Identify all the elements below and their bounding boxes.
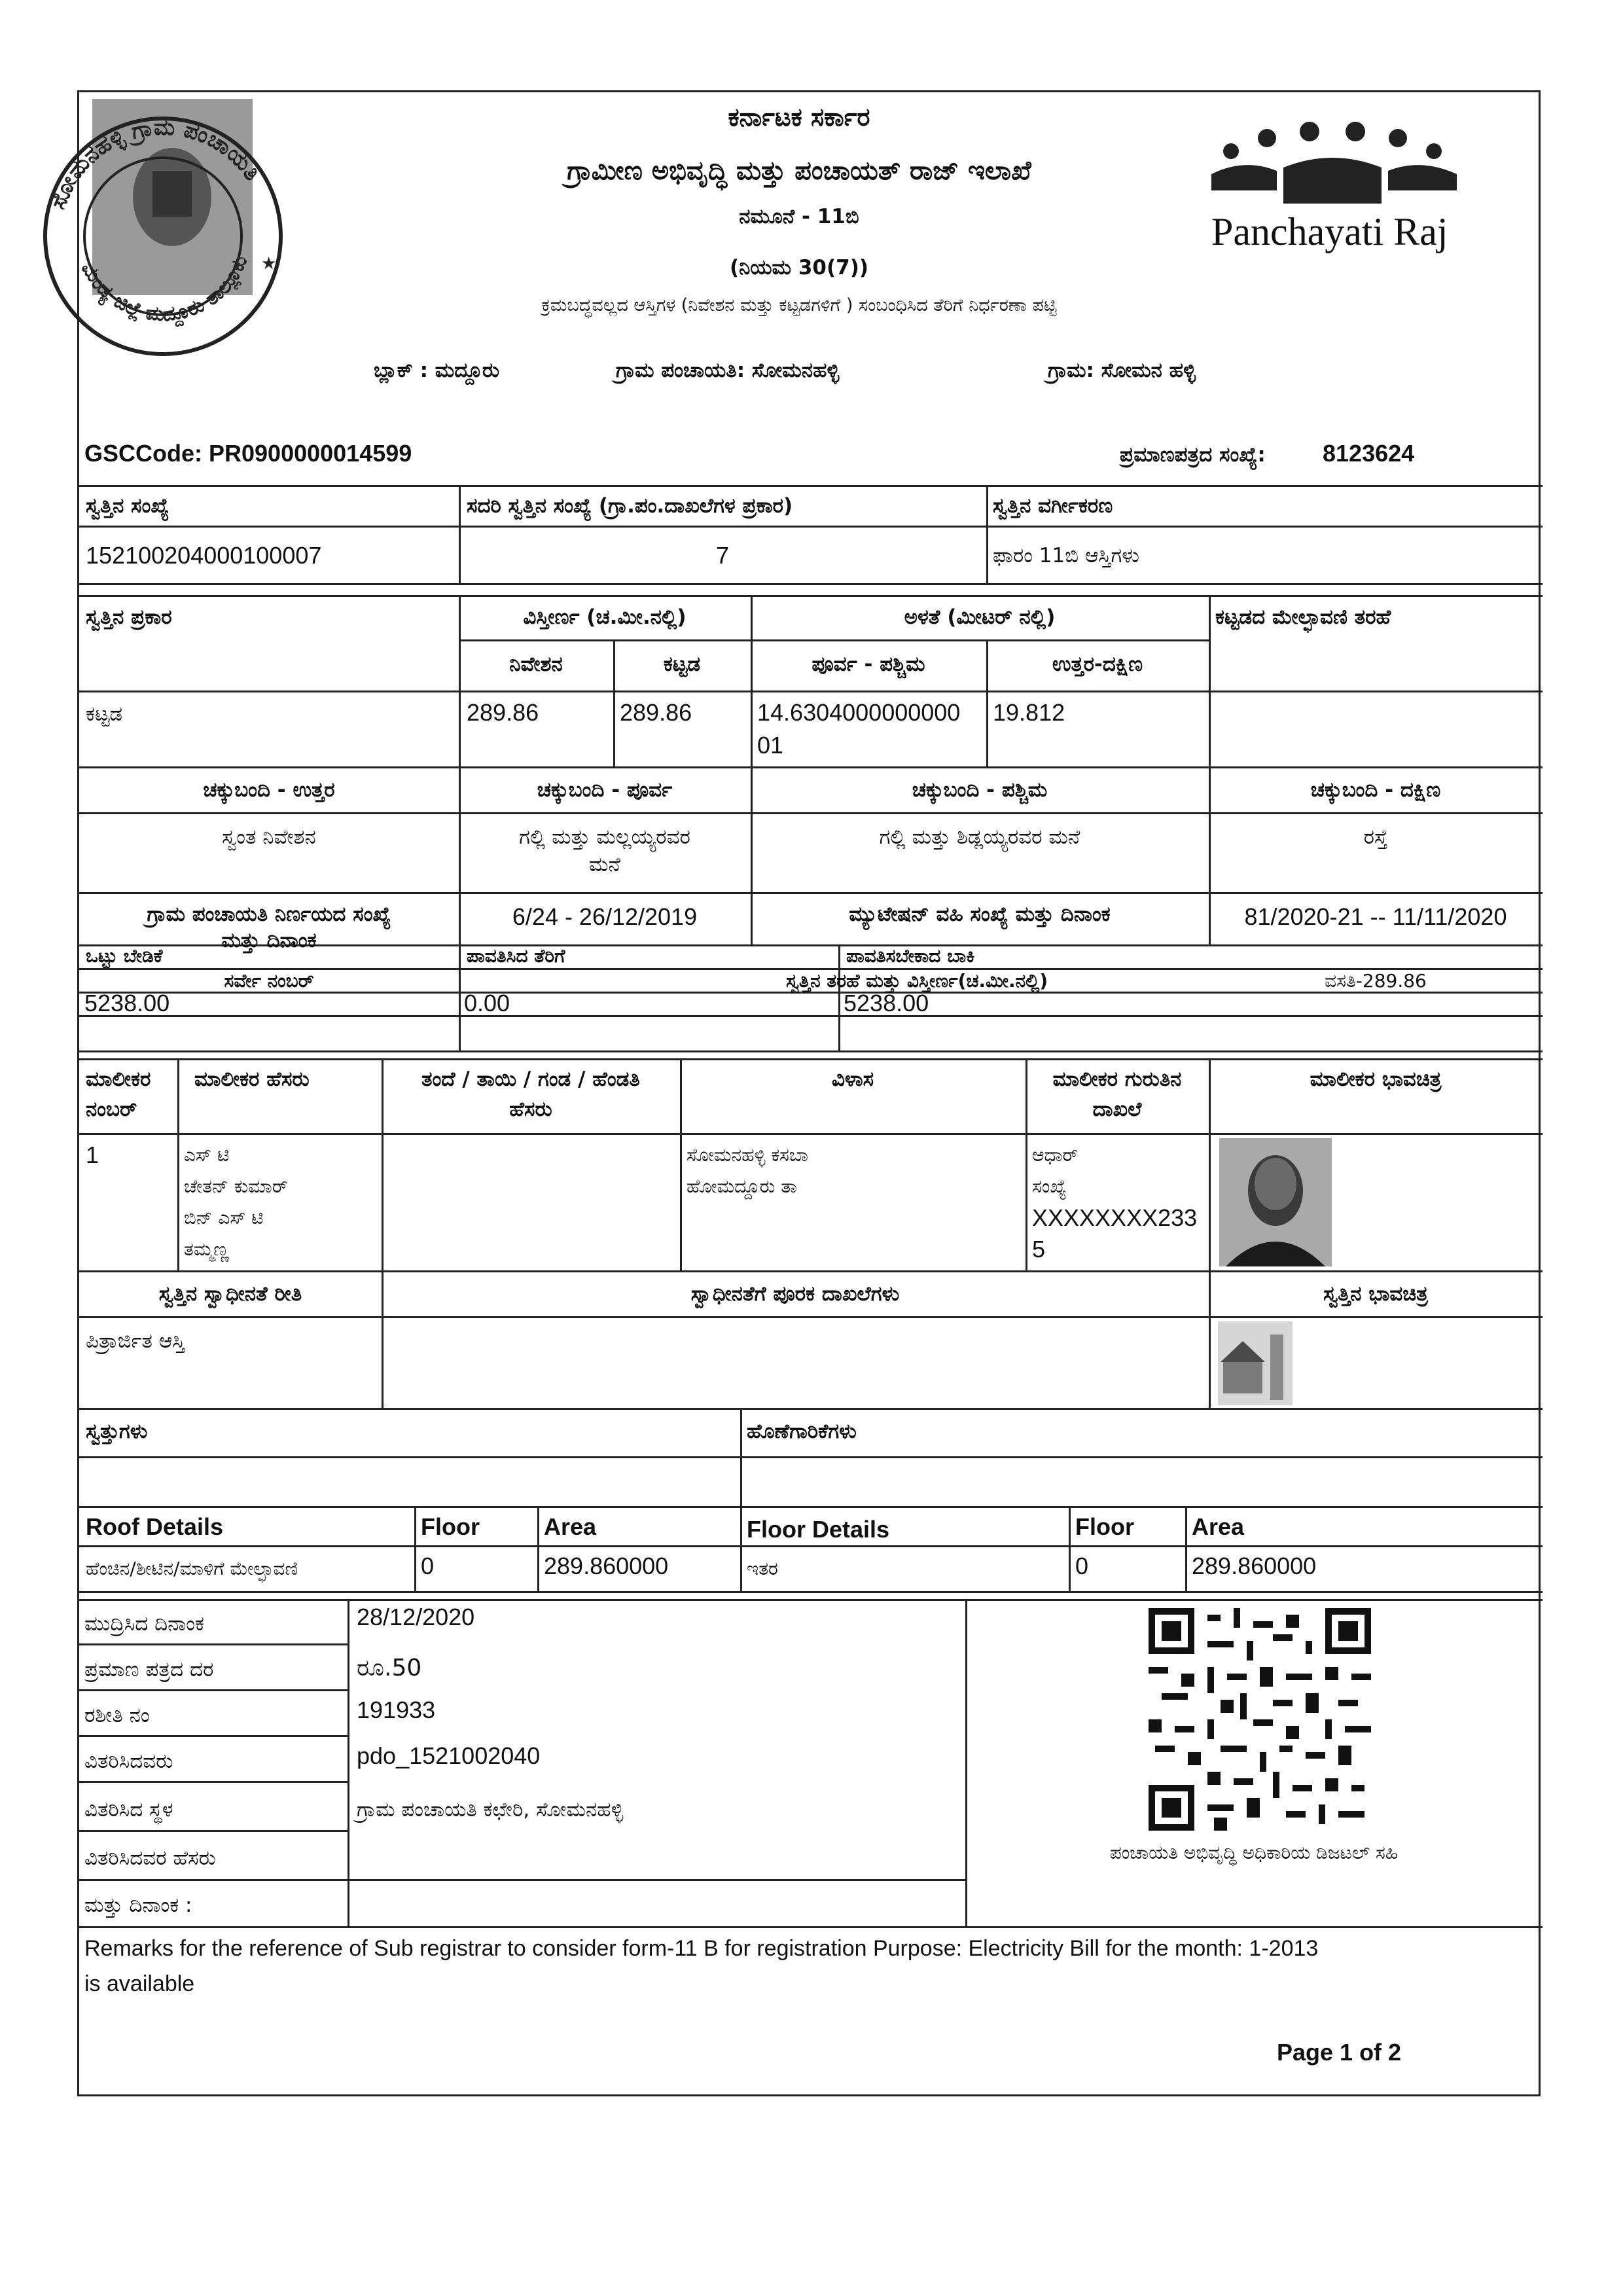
building-area: 289.86 [620, 699, 692, 726]
issuer: pdo_1521002040 [357, 1742, 541, 1769]
qr-code [1149, 1608, 1371, 1831]
owner-no: 1 [86, 1141, 99, 1168]
page-number: Page 1 of 2 [1277, 2039, 1402, 2066]
east-west-1: 14.6304000000000 [757, 699, 961, 726]
h-due: ಪಾವತಿಸಬೇಕಾದ ಬಾಕಿ [846, 945, 975, 967]
h-building: ಕಟ್ಟಡ [663, 653, 701, 676]
h-land-type: ಸ್ವತ್ತಿನ ತರಹೆ ಮತ್ತು ವಿಸ್ತೀರ್ಣ(ಚ.ಮೀ.ನಲ್ಲಿ) [786, 970, 1048, 992]
h-relation: ತಂದೆ / ತಾಯಿ / ಗಂಡ / ಹೆಂಡತಿ [421, 1067, 640, 1091]
id-proof-1: ಆಧಾರ್ [1032, 1144, 1079, 1166]
print-date: 28/12/2020 [357, 1604, 475, 1630]
cert-number: 8123624 [1323, 440, 1415, 467]
north-south: 19.812 [993, 699, 1065, 726]
block-label: ಬ್ಲಾಕ್ : ಮದ್ದೂರು [374, 359, 500, 382]
property-photo [1218, 1321, 1293, 1405]
owner-name-3: ಬಿನ್ ಎಸ್ ಟಿ [184, 1207, 264, 1229]
village-label: ಗ್ರಾಮ: ಸೋಮನ ಹಳ್ಳಿ [1048, 359, 1196, 382]
h-site: ನಿವೇಶನ [509, 653, 563, 676]
h-assets: ಸ್ವತ್ತುಗಳು [86, 1420, 148, 1443]
roof-type: ಹೆಂಚಿನ/ಶೀಟಿನ/ಮಾಳಿಗೆ ಮೇಲ್ಛಾವಣಿ [86, 1558, 298, 1579]
l-fee: ಪ್ರಮಾಣ ಪತ್ರದ ದರ [84, 1658, 214, 1681]
gp-label: ಗ್ರಾಮ ಪಂಚಾಯತಿ: ಸೋಮನಹಳ್ಳಿ [616, 359, 840, 382]
h-floor-floor: Floor [1075, 1513, 1134, 1540]
h-address: ವಿಳಾಸ [831, 1067, 874, 1091]
h-roof-floor: Floor [421, 1513, 480, 1540]
h-floor-details: Floor Details [747, 1516, 890, 1543]
h-roof-area: Area [544, 1513, 597, 1540]
id-proof-4: 5 [1032, 1236, 1046, 1263]
h-old-id: ಸದರಿ ಸ್ವತ್ತಿನ ಸಂಖ್ಯೆ (ಗ್ರಾ.ಪಂ.ದಾಖಲೆಗಳ ಪ್ರಕಾರ) [467, 494, 793, 518]
department-title: ಗ್ರಾಮೀಣ ಅಭಿವೃದ್ಧಿ ಮತ್ತು ಪಂಚಾಯತ್ ರಾಜ್ ಇಲಾಖೆ [567, 156, 1031, 186]
official-seal-stamp [32, 105, 294, 367]
acquisition-mode: ಪಿತ್ರಾರ್ಜಿತ ಆಸ್ತಿ [86, 1329, 185, 1353]
seal-text-bottom: ಮಂಡ್ಯ ಜಿಲ್ಲೆ ಮದ್ದೂರು ತಾಲ್ಲೂಕು [76, 252, 253, 327]
h-area: ವಿಸ್ತೀರ್ಣ (ಚ.ಮೀ.ನಲ್ಲಿ) [523, 605, 687, 629]
h-east-west: ಪೂರ್ವ - ಪಶ್ಚಿಮ [812, 653, 925, 676]
h-acquisition-docs: ಸ್ವಾಧೀನತೆಗೆ ಪೂರಕ ದಾಖಲೆಗಳು [690, 1282, 900, 1306]
h-boundary-north: ಚಕ್ಕುಬಂದಿ - ಉತ್ತರ [203, 778, 335, 802]
cert-label: ಪ್ರಮಾಣಪತ್ರದ ಸಂಖ್ಯೆ: [1120, 443, 1266, 467]
form-11b-sheet [45, 90, 1541, 2096]
form-number: ನಮೂನೆ - 11ಬಿ [739, 205, 859, 228]
boundary-west: ಗಲ್ಲಿ ಮತ್ತು ಶಿಡ್ಲಯ್ಯರವರ ಮನೆ [879, 825, 1080, 849]
h-classification: ಸ್ವತ್ತಿನ ವರ್ಗೀಕರಣ [993, 494, 1113, 518]
h-property-type: ಸ್ವತ್ತಿನ ಪ್ರಕಾರ [86, 605, 172, 629]
seal-text-top: ಸೋಮನಹಳ್ಳಿ ಗ್ರಾಮ ಪಂಚಾಯತಿ [45, 114, 266, 213]
floor-type: ಇತರ [747, 1558, 778, 1579]
boundary-north: ಸ್ವಂತ ನಿವೇಶನ [222, 825, 316, 849]
l-issuer-name: ವಿತರಿಸಿದವರ ಹೆಸರು [84, 1846, 216, 1870]
gsc-code: GSCCode: PR0900000014599 [84, 440, 412, 467]
floor-floor: 0 [1075, 1552, 1089, 1579]
h-property-photo: ಸ್ವತ್ತಿನ ಭಾವಚಿತ್ರ [1323, 1282, 1428, 1306]
old-property-id: 7 [715, 542, 730, 569]
h-roof-details: Roof Details [86, 1513, 224, 1540]
h-id-proof-2: ದಾಖಲೆ [1092, 1098, 1142, 1121]
h-liabilities: ಹೊಣೆಗಾರಿಕೆಗಳು [747, 1420, 857, 1443]
h-owner-no-2: ನಂಬರ್ [86, 1098, 137, 1121]
boundary-east-2: ಮನೆ [589, 853, 620, 876]
h-id-proof: ಮಾಲೀಕರ ಗುರುತಿನ [1052, 1067, 1182, 1091]
paid-tax: 0.00 [464, 990, 510, 1016]
rule-number: (ನಿಯಮ 30(7)) [729, 256, 869, 279]
fee: ರೂ.50 [357, 1655, 422, 1681]
h-gp-resolution-2: ಮತ್ತು ದಿನಾಂಕ [221, 929, 317, 952]
l-print-date: ಮುದ್ರಿಸಿದ ದಿನಾಂಕ [84, 1612, 204, 1636]
svg-text:ಮಂಡ್ಯ ಜಿಲ್ಲೆ ಮದ್ದೂರು ತಾಲ್ಲೂಕು [77, 252, 253, 329]
h-acquisition-mode: ಸ್ವತ್ತಿನ ಸ್ವಾಧೀನತೆ ರೀತಿ [158, 1282, 302, 1306]
owner-name-1: ಎಸ್ ಟಿ [184, 1144, 230, 1166]
h-owner-no: ಮಾಲೀಕರ [86, 1067, 151, 1091]
property-classification: ಫಾರಂ 11ಬಿ ಆಸ್ತಿಗಳು [993, 544, 1139, 567]
floor-area: 289.860000 [1192, 1552, 1317, 1579]
h-gp-resolution: ಗ್ರಾಮ ಪಂಚಾಯತಿ ನಿರ್ಣಯದ ಸಂಖ್ಯೆ [147, 903, 391, 926]
govt-title: ಕರ್ನಾಟಕ ಸರ್ಕಾರ [728, 103, 870, 132]
h-owner-name: ಮಾಲೀಕರ ಹೆಸರು [194, 1067, 310, 1091]
logo-text: Panchayati Raj [1211, 210, 1448, 253]
h-boundary-west: ಚಕ್ಕುಬಂದಿ - ಪಶ್ಚಿಮ [912, 778, 1048, 802]
l-place: ವಿತರಿಸಿದ ಸ್ಥಳ [84, 1798, 173, 1821]
signature-caption: ಪಂಚಾಯತಿ ಅಭಿವೃದ್ಧಿ ಅಧಿಕಾರಿಯ ಡಿಜಟಲ್ ಸಹಿ [1109, 1842, 1399, 1863]
svg-text:★: ★ [261, 254, 277, 274]
total-demand: 5238.00 [84, 990, 170, 1016]
h-boundary-east: ಚಕ್ಕುಬಂದಿ - ಪೂರ್ವ [537, 778, 673, 802]
property-type: ಕಟ್ಟಡ [86, 702, 123, 726]
owner-address-2: ಹೋಮದ್ದೂರು ತಾ [687, 1175, 797, 1197]
form-subtitle: ಕ್ರಮಬದ್ಧವಲ್ಲದ ಆಸ್ತಿಗಳ (ನಿವೇಶನ ಮತ್ತು ಕಟ್ಟಡಗಳಿಗೆ ) ಸಂಬಂಧಿಸಿದ ತೆರಿಗೆ ನಿರ್ಧರಣಾ ಪಟ್ಟಿ [541, 295, 1057, 315]
h-mutation: ಮ್ಯುಟೇಷನ್ ವಹಿ ಸಂಖ್ಯೆ ಮತ್ತು ದಿನಾಂಕ [849, 903, 1111, 926]
l-receipt: ರಶೀತಿ ನಂ [84, 1704, 150, 1727]
id-proof-3: XXXXXXXX233 [1032, 1204, 1198, 1231]
h-property-id: ಸ್ವತ್ತಿನ ಸಂಖ್ಯೆ [86, 494, 169, 518]
h-north-south: ಉತ್ತರ-ದಕ್ಷಿಣ [1052, 653, 1143, 676]
owner-name-2: ಚೇತನ್ ಕುಮಾರ್ [184, 1175, 288, 1197]
panchayati-raj-logo [1205, 112, 1467, 256]
east-west-2: 01 [757, 732, 784, 759]
l-and-date: ಮತ್ತು ದಿನಾಂಕ : [84, 1893, 192, 1917]
owner-address-1: ಸೋಮನಹಳ್ಳಿ ಕಸಬಾ [687, 1144, 808, 1166]
site-area: 289.86 [467, 699, 539, 726]
h-relation-2: ಹೆಸರು [509, 1098, 552, 1121]
h-floor-area: Area [1192, 1513, 1245, 1540]
remarks-line-2: is available [84, 1971, 195, 1996]
remarks-line-1: Remarks for the reference of Sub registrar to consider form-11 B for registration Purpose: Electricity Bill for the month: 1-2013 [84, 1936, 1319, 1961]
h-measurement: ಅಳತೆ (ಮೀಟರ್ ನಲ್ಲಿ) [904, 605, 1056, 629]
boundary-south: ರಸ್ತೆ [1363, 825, 1388, 849]
issue-place: ಗ್ರಾಮ ಪಂಚಾಯತಿ ಕಛೇರಿ, ಸೋಮನಹಳ್ಳಿ [357, 1798, 624, 1821]
h-paid-tax: ಪಾವತಿಸಿದ ತೆರಿಗೆ [467, 945, 565, 967]
boundary-east-1: ಗಲ್ಲಿ ಮತ್ತು ಮಲ್ಲಯ್ಯರವರ [519, 825, 690, 849]
mutation-value: 81/2020-21 -- 11/11/2020 [1244, 903, 1507, 930]
owner-photo [1219, 1138, 1332, 1266]
receipt-no: 191933 [357, 1696, 436, 1723]
property-id: 152100204000100007 [86, 542, 322, 569]
due-amount: 5238.00 [844, 990, 929, 1016]
roof-area: 289.860000 [544, 1552, 669, 1579]
h-roof-type: ಕಟ್ಟಡದ ಮೇಲ್ಛಾವಣಿ ತರಹೆ [1215, 605, 1391, 629]
h-survey-no: ಸರ್ವೇ ನಂಬರ್ [224, 970, 314, 992]
land-type: ವಸತಿ-289.86 [1325, 970, 1427, 992]
h-owner-photo: ಮಾಲೀಕರ ಭಾವಚಿತ್ರ [1310, 1067, 1442, 1091]
gp-resolution: 6/24 - 26/12/2019 [512, 903, 698, 930]
owner-name-4: ತಮ್ಮಣ್ಣ [184, 1238, 230, 1260]
h-total-demand: ಒಟ್ಟು ಬೇಡಿಕೆ [86, 945, 163, 967]
h-boundary-south: ಚಕ್ಕುಬಂದಿ - ದಕ್ಷಿಣ [1310, 778, 1441, 802]
roof-floor: 0 [421, 1552, 435, 1579]
id-proof-2: ಸಂಖ್ಯೆ [1032, 1175, 1067, 1197]
l-issuer: ವಿತರಿಸಿದವರು [84, 1749, 173, 1773]
